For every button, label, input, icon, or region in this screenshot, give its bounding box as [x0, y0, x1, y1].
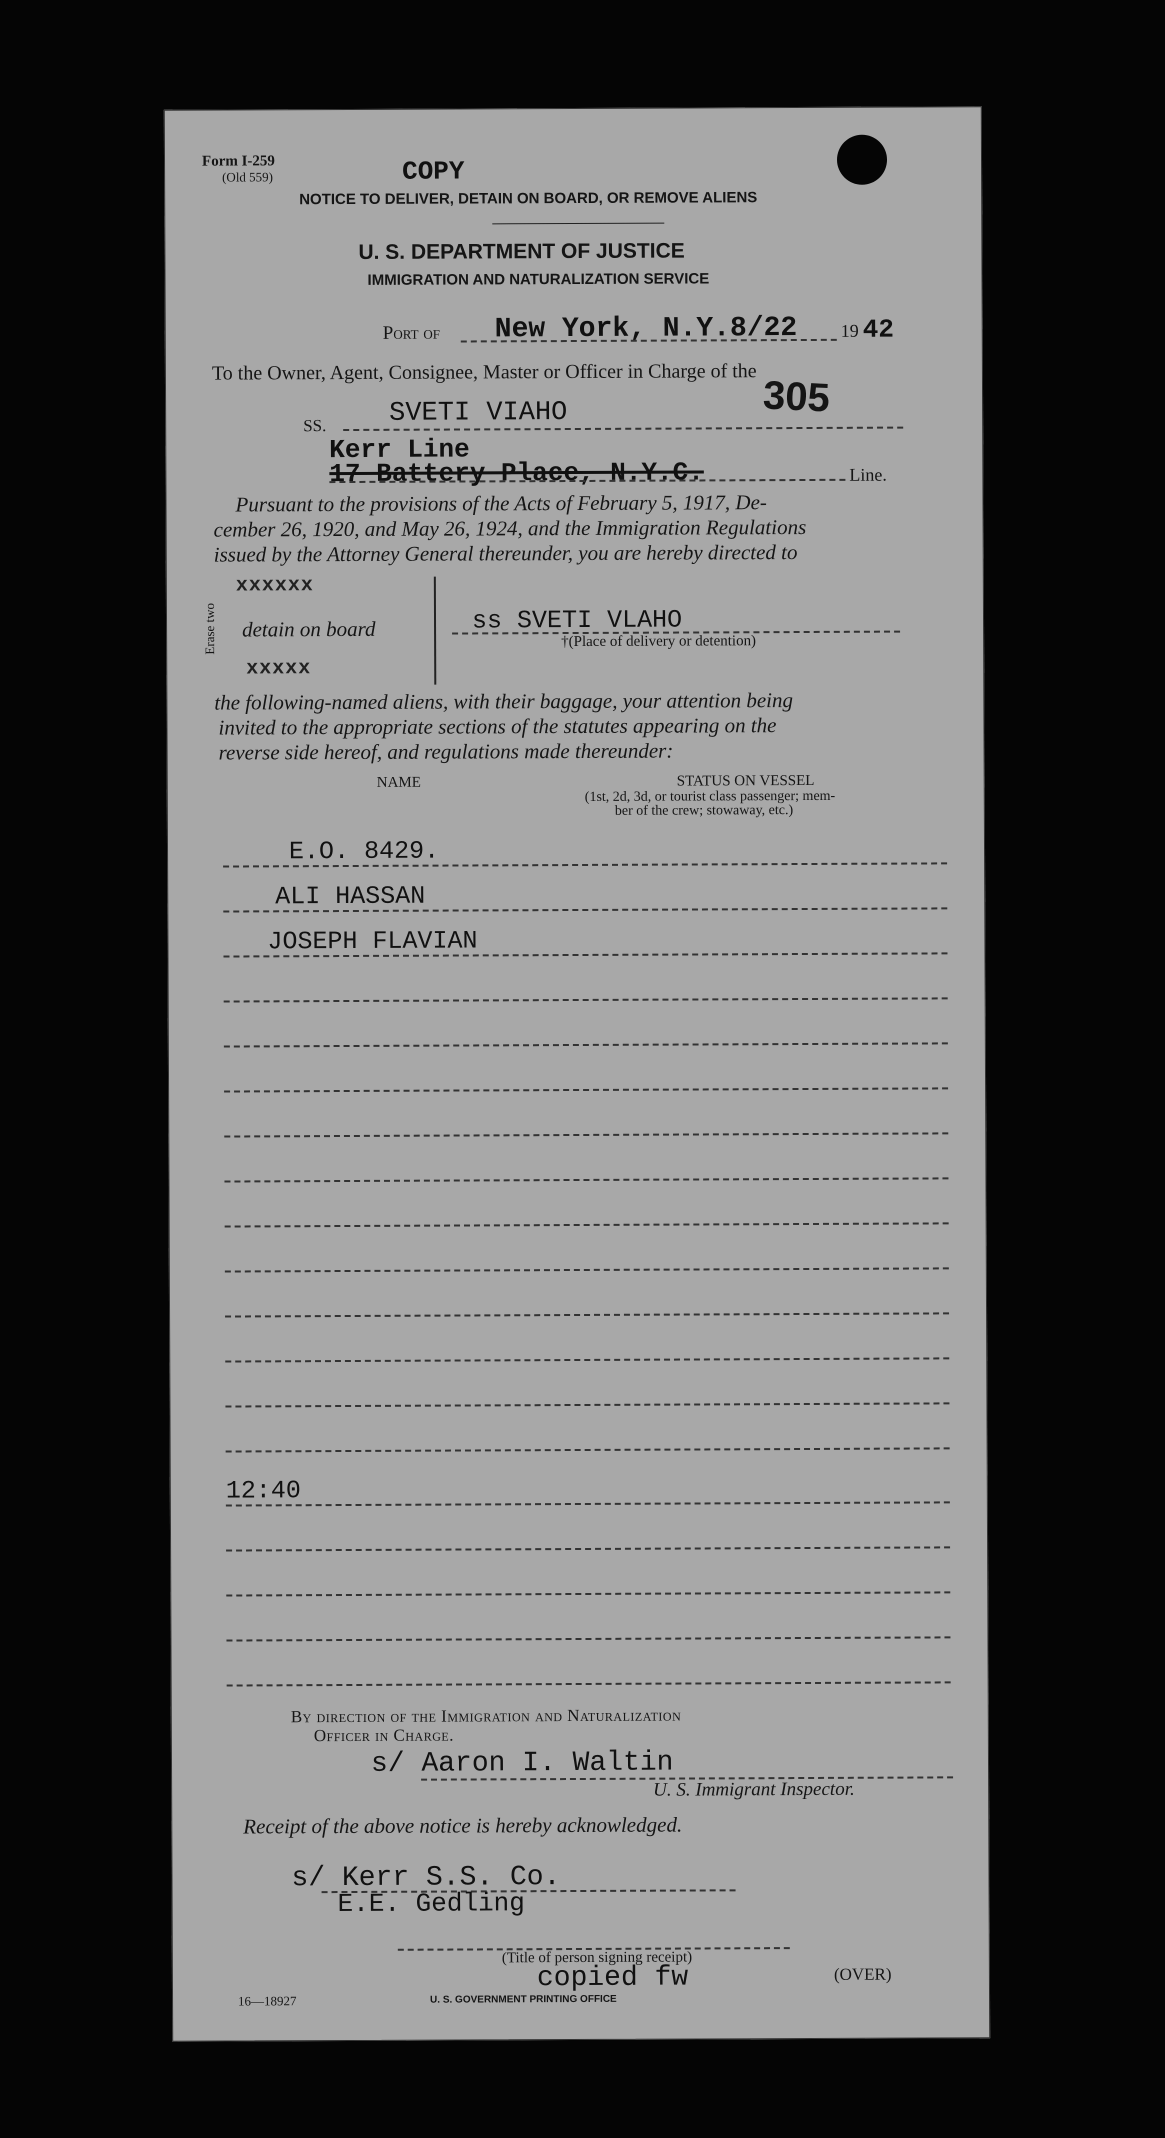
- line-address: 17 Battery Place, N.Y.C.: [329, 457, 704, 490]
- option-detain-on-board: detain on board: [242, 616, 376, 642]
- footer-code: 16—18927: [238, 1993, 297, 2009]
- copy-label: COPY: [401, 156, 465, 187]
- stamp-number: 305: [762, 373, 831, 421]
- name-column-header: NAME: [376, 774, 421, 791]
- place-value: ss SVETI VLAHO: [471, 605, 683, 636]
- port-value: New York, N.Y.8/22: [494, 313, 798, 346]
- receipt-text: Receipt of the above notice is hereby acknowledged.: [243, 1812, 683, 1839]
- pursuant-line-3: issued by the Attorney General thereunder, you are hereby directed to: [213, 540, 798, 567]
- status-subheader-1: (1st, 2d, 3d, or tourist class passenger; mem-: [584, 788, 836, 805]
- receipt-signature: s/ Kerr S.S. Co.: [291, 1862, 561, 1895]
- addressee-line: To the Owner, Agent, Consignee, Master or Officer in Charge of the: [211, 360, 757, 385]
- inspector-title: U. S. Immigrant Inspector.: [653, 1778, 855, 1801]
- over-label: (OVER): [833, 1964, 892, 1984]
- pursuant-line-2: cember 26, 1920, and May 26, 1924, and the Immigration Regulations: [213, 514, 807, 542]
- line-name: Kerr Line: [329, 434, 470, 466]
- form-number: Form I-259: [201, 153, 275, 170]
- direction-line-1: By direction of the Immigration and Naturalization: [290, 1705, 682, 1727]
- year-value: 42: [862, 314, 895, 345]
- entry-row-time: 12:40: [225, 1476, 301, 1506]
- line-suffix: Line.: [849, 464, 887, 485]
- year-prefix: 19: [840, 320, 859, 341]
- ss-label: SS.: [303, 416, 327, 436]
- inspector-signature: s/ Aaron I. Waltin: [370, 1747, 674, 1780]
- notice-title: NOTICE TO DELIVER, DETAIN ON BOARD, OR REMOVE ALIENS: [299, 189, 758, 209]
- option-bracket: [424, 577, 436, 685]
- option-remove-erased: xxxxx: [246, 657, 312, 681]
- status-column-header: STATUS ON VESSEL: [676, 772, 815, 790]
- direction-line-2: Officer in Charge.: [313, 1725, 454, 1746]
- copied-note: copied fw: [536, 1962, 689, 1995]
- erase-two-note: Erase two: [201, 602, 218, 655]
- department-title: U. S. DEPARTMENT OF JUSTICE: [358, 239, 685, 264]
- receipt-title-caption: (Title of person signing receipt): [501, 1949, 693, 1967]
- place-caption: †(Place of delivery or detention): [561, 633, 757, 651]
- ship-name: SVETI VIAHO: [389, 398, 568, 429]
- following-line-3: reverse side hereof, and regulations made thereunder:: [218, 738, 674, 765]
- status-subheader-2: ber of the crew; stowaway, etc.): [614, 803, 794, 819]
- service-title: IMMIGRATION AND NATURALIZATION SERVICE: [367, 270, 710, 289]
- old-form-number: (Old 559): [222, 169, 274, 185]
- following-line-1: the following-named aliens, with their baggage, your attention being: [214, 688, 794, 715]
- entry-row-2: ALI HASSAN: [275, 881, 426, 912]
- option-deliver-erased: xxxxxx: [235, 574, 314, 598]
- punch-hole: [837, 135, 887, 185]
- document-page: [164, 106, 990, 2042]
- following-line-2: invited to the appropriate sections of the statutes appearing on the: [218, 713, 777, 740]
- entry-row-3: JOSEPH FLAVIAN: [267, 926, 478, 957]
- entry-row-1: E.O. 8429.: [288, 836, 440, 867]
- printer-line: U. S. GOVERNMENT PRINTING OFFICE: [430, 1993, 617, 2006]
- pursuant-line-1: Pursuant to the provisions of the Acts of February 5, 1917, De-: [235, 490, 767, 517]
- port-label: Port of: [382, 322, 440, 344]
- receipt-signer: E.E. Gedling: [337, 1888, 525, 1920]
